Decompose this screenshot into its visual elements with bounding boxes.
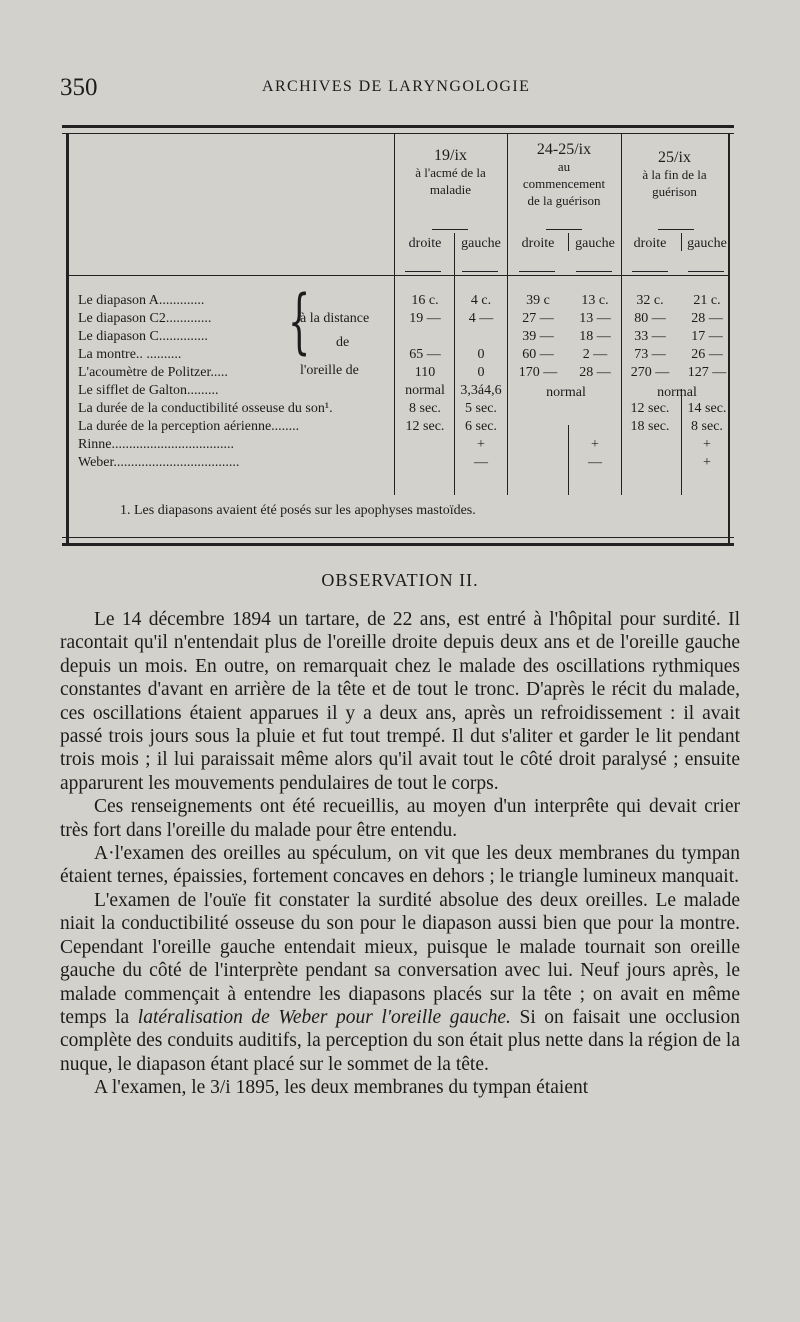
side-label: de — [336, 335, 350, 350]
table-cell: 18 — — [579, 329, 611, 344]
table-cell: 12 sec. — [405, 419, 445, 434]
row-label: L'acoumètre de Politzer..... — [78, 365, 228, 380]
table-cell: 21 c. — [693, 293, 721, 308]
paragraph: Ces renseignements ont été recueillis, au moyen d'un interprête qui devait crier très fort dans l'oreille du malade pour être entendu. — [60, 796, 740, 841]
brace-rule — [546, 229, 582, 230]
table-cell: + — [703, 437, 711, 452]
column-caption-line: au — [557, 159, 571, 174]
column-header-commencement — [507, 141, 621, 209]
column-header-fin — [621, 149, 728, 200]
table-cell: 5 sec. — [465, 401, 497, 416]
paragraph: A·l'examen des oreilles au spéculum, on vit que les deux membranes du tympan étaient ternes, épaissies, fortement concaves en dehors ; le triangle lumineux manquait. — [60, 843, 740, 888]
table-frame-bottom — [62, 537, 734, 546]
subheader-gauche: gauche — [687, 236, 727, 251]
grouping-brace: { — [288, 280, 311, 362]
table-cell: 14 sec. — [687, 401, 727, 416]
short-rule — [405, 271, 441, 272]
table-cell: 39 c — [526, 293, 550, 308]
subheader-droite: droite — [408, 236, 442, 251]
table-cell: — — [474, 455, 488, 470]
table-cell: 19 — — [409, 311, 441, 326]
row-label: La montre.. .......... — [78, 347, 182, 362]
paragraph-text: L'examen de l'ouïe fit constater la surdité absolue des deux oreilles. Le malade niait la conductibilité osseuse du son pour le diapason aussi bien que pour la montre. Cependant l'oreille gauche entendait mieux, puisque le malade tournait son oreille gauche du côté de l'interprète pendant sa conversation avec lui. Neuf jours après, le malade commençait à entendre les diapasons placés sur la tête ; on avait en même temps la — [60, 889, 740, 1028]
cell-normal-span: normal — [546, 385, 586, 400]
table-cell: 170 — — [518, 365, 558, 380]
table-cell: 8 sec. — [691, 419, 723, 434]
table-cell: + — [477, 437, 485, 452]
row-label: Rinne................................... — [78, 437, 234, 452]
table-cell: 27 — — [522, 311, 554, 326]
table-cell: 32 c. — [636, 293, 664, 308]
table-cell: + — [703, 455, 711, 470]
column-caption-line: guérison — [652, 184, 697, 199]
table-cell: 33 — — [634, 329, 666, 344]
row-label: La durée de la perception aérienne........ — [78, 419, 300, 434]
row-label: Le sifflet de Galton......... — [78, 383, 219, 398]
table-cell: 110 — [414, 365, 436, 380]
table-cell: 0 — [477, 365, 485, 380]
short-rule — [519, 271, 555, 272]
table-cell: 18 sec. — [630, 419, 670, 434]
table-cell: 270 — — [630, 365, 670, 380]
table-frame-left — [66, 133, 69, 543]
paragraph: Le 14 décembre 1894 un tartare, de 22 ans, est entré à l'hôpital pour surdité. Il racontait qu'il n'entendait plus de l'oreille droite depuis deux ans et de l'oreille gauche depuis un mois. En outre, on remarquait chez le malade des oscillations rythmiques constantes d'avant en arrière de la tête et de tout le tronc. D'après le récit du malade, ces oscillations étaient apparues il y a deux ans, après un refroidissement : il avait passé trois jours sous la pluie et fut tout trempé. Il dut s'aliter et garder le lit pendant trois mois ; il lui paraissait même alors qu'il avait tout le côté droit paralysé ; ensuite apparurent les mouvements pendulaires de tout le corps. — [60, 609, 740, 794]
table-cell: + — [591, 437, 599, 452]
short-rule — [576, 271, 612, 272]
row-label: Le diapason C2............. — [78, 311, 212, 326]
table-frame-top — [62, 125, 734, 134]
table-footnote: 1. Les diapasons avaient été posés sur les apophyses mastoïdes. — [120, 503, 476, 518]
table-cell: 13 c. — [581, 293, 609, 308]
paragraph — [60, 889, 740, 1076]
subheader-droite: droite — [633, 236, 667, 251]
side-label: l'oreille de — [300, 363, 359, 378]
observation-title: OBSERVATION II. — [321, 570, 479, 590]
brace-rule — [658, 229, 694, 230]
row-label: Le diapason A............. — [78, 293, 205, 308]
table-cell: 2 — — [582, 347, 608, 362]
table-cell: 73 — — [634, 347, 666, 362]
table-cell: 28 — — [579, 365, 611, 380]
hearing-test-table — [60, 125, 736, 545]
table-cell: 0 — [477, 347, 485, 362]
brace-rule — [432, 229, 468, 230]
subheader-gauche: gauche — [575, 236, 615, 251]
row-label: Le diapason C.............. — [78, 329, 208, 344]
table-cell: normal — [405, 383, 445, 398]
row-label: La durée de la conductibilité osseuse du son¹. — [78, 401, 333, 416]
table-cell: 80 — — [634, 311, 666, 326]
column-header-acme — [394, 147, 507, 198]
short-rule — [462, 271, 498, 272]
table-cell: 3,3á4,6 — [460, 383, 502, 398]
table-cell: 8 sec. — [409, 401, 441, 416]
table-cell: 16 c. — [411, 293, 439, 308]
subheader-droite: droite — [521, 236, 555, 251]
table-cell: 4 — — [468, 311, 494, 326]
column-caption-line: maladie — [429, 182, 472, 197]
column-caption-line: à la fin de la — [642, 167, 707, 182]
table-cell: 13 — — [579, 311, 611, 326]
italic-phrase: latéralisation de Weber pour l'oreille gauche. — [137, 1006, 511, 1028]
table-cell: — — [588, 455, 602, 470]
table-cell: 4 c. — [470, 293, 492, 308]
row-label: Weber.................................... — [78, 455, 240, 470]
column-date: 24-25/ix — [536, 141, 592, 158]
paragraph: A l'examen, le 3/i 1895, les deux membranes du tympan étaient — [94, 1077, 589, 1099]
cell-normal-span: normal — [657, 385, 697, 400]
table-cell: 65 — — [409, 347, 441, 362]
table-cell: 26 — — [691, 347, 723, 362]
header-rule — [68, 275, 728, 276]
column-date: 25/ix — [658, 149, 691, 166]
table-cell: 28 — — [691, 311, 723, 326]
running-title: ARCHIVES DE LARYNGOLOGIE — [262, 78, 531, 95]
column-caption-line: de la guérison — [527, 193, 601, 208]
table-cell: 127 — — [687, 365, 727, 380]
side-label: à la distance — [300, 311, 370, 326]
short-rule — [688, 271, 724, 272]
body-text — [60, 608, 740, 1100]
table-cell: 39 — — [522, 329, 554, 344]
table-cell: 12 sec. — [630, 401, 670, 416]
column-caption-line: commencement — [522, 176, 606, 191]
subheader-gauche: gauche — [461, 236, 501, 251]
table-cell: 60 — — [522, 347, 554, 362]
column-caption-line: à l'acmé de la — [415, 165, 486, 180]
short-rule — [632, 271, 668, 272]
table-cell: 17 — — [691, 329, 723, 344]
table-cell: 6 sec. — [465, 419, 497, 434]
column-date: 19/ix — [434, 147, 467, 164]
page-number: 350 — [60, 74, 98, 101]
paragraph-text: Si on faisait une occlusion complète des conduits auditifs, la perception du son était plus nette dans la région de la nuque, le diapason étant placé sur le sommet de la tête. — [60, 1006, 741, 1075]
